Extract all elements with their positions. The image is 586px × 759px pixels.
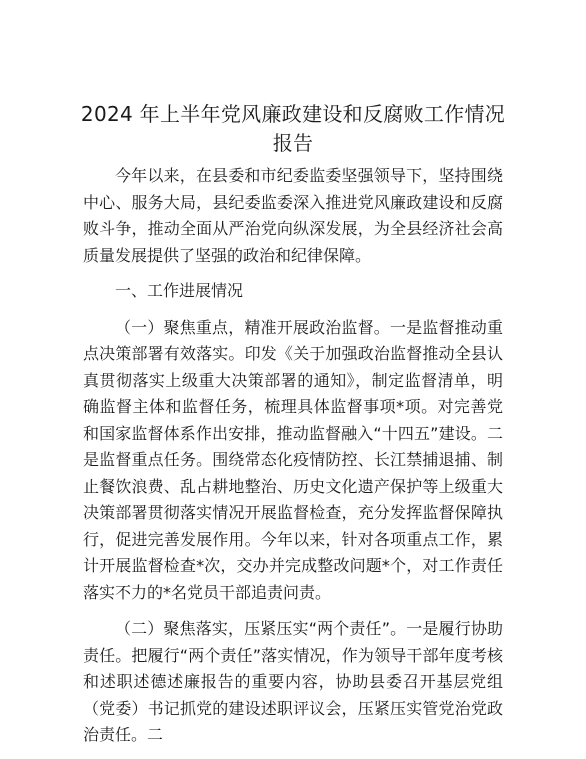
intro-paragraph: 今年以来，在县委和市纪委监委坚强领导下，坚持围绕中心、服务大局，县纪委监委深入推进党风廉政建设和反腐败斗争，推动全面从严治党向纵深发展，为全县经济社会高质量发展提供了坚强的政治和纪律保障。 (83, 166, 503, 265)
section-heading: 一、工作进展情况 (115, 281, 244, 300)
paragraph-political-supervision: （一）聚焦重点，精准开展政治监督。一是监督推动重点决策部署有效落实。印发《关于加强政治监督推动全县认真贯彻落实上级重大决策部署的通知》，制定监督清单，明确监督主体和监督任务，梳理具体监督事项*项。对完善党和国家监督体系作出安排，推动监督融入“十四五”建设。二是监督重点任务。围绕常态化疫情防控、长江禁捕退捕、制止餐饮浪费、乱占耕地整治、历史文化遗产保护等上级重大决策部署贯彻落实情况开展监督检查，充分发挥监督保障执行，促进完善发展作用。今年以来，针对各项重点工作，累计开展监督检查*次，交办并完成整改问题*个，对工作责任落实不力的*名党员干部追责问责。 (83, 317, 503, 602)
document-title (60, 100, 526, 158)
document-body (83, 163, 503, 749)
title-line-2: 报告 (272, 131, 314, 155)
title-line-1: 2024 年上半年党风廉政建设和反腐败工作情况 (80, 102, 506, 126)
paragraph-two-responsibilities: （二）聚焦落实，压紧压实“两个责任”。一是履行协助责任。把履行“两个责任”落实情况，作为领导干部年度考核和述职述德述廉报告的重要内容，协助县委召开基层党组（党委）书记抓党的建设述职评议会，压紧压实管党治党政治责任。二 (83, 619, 503, 744)
